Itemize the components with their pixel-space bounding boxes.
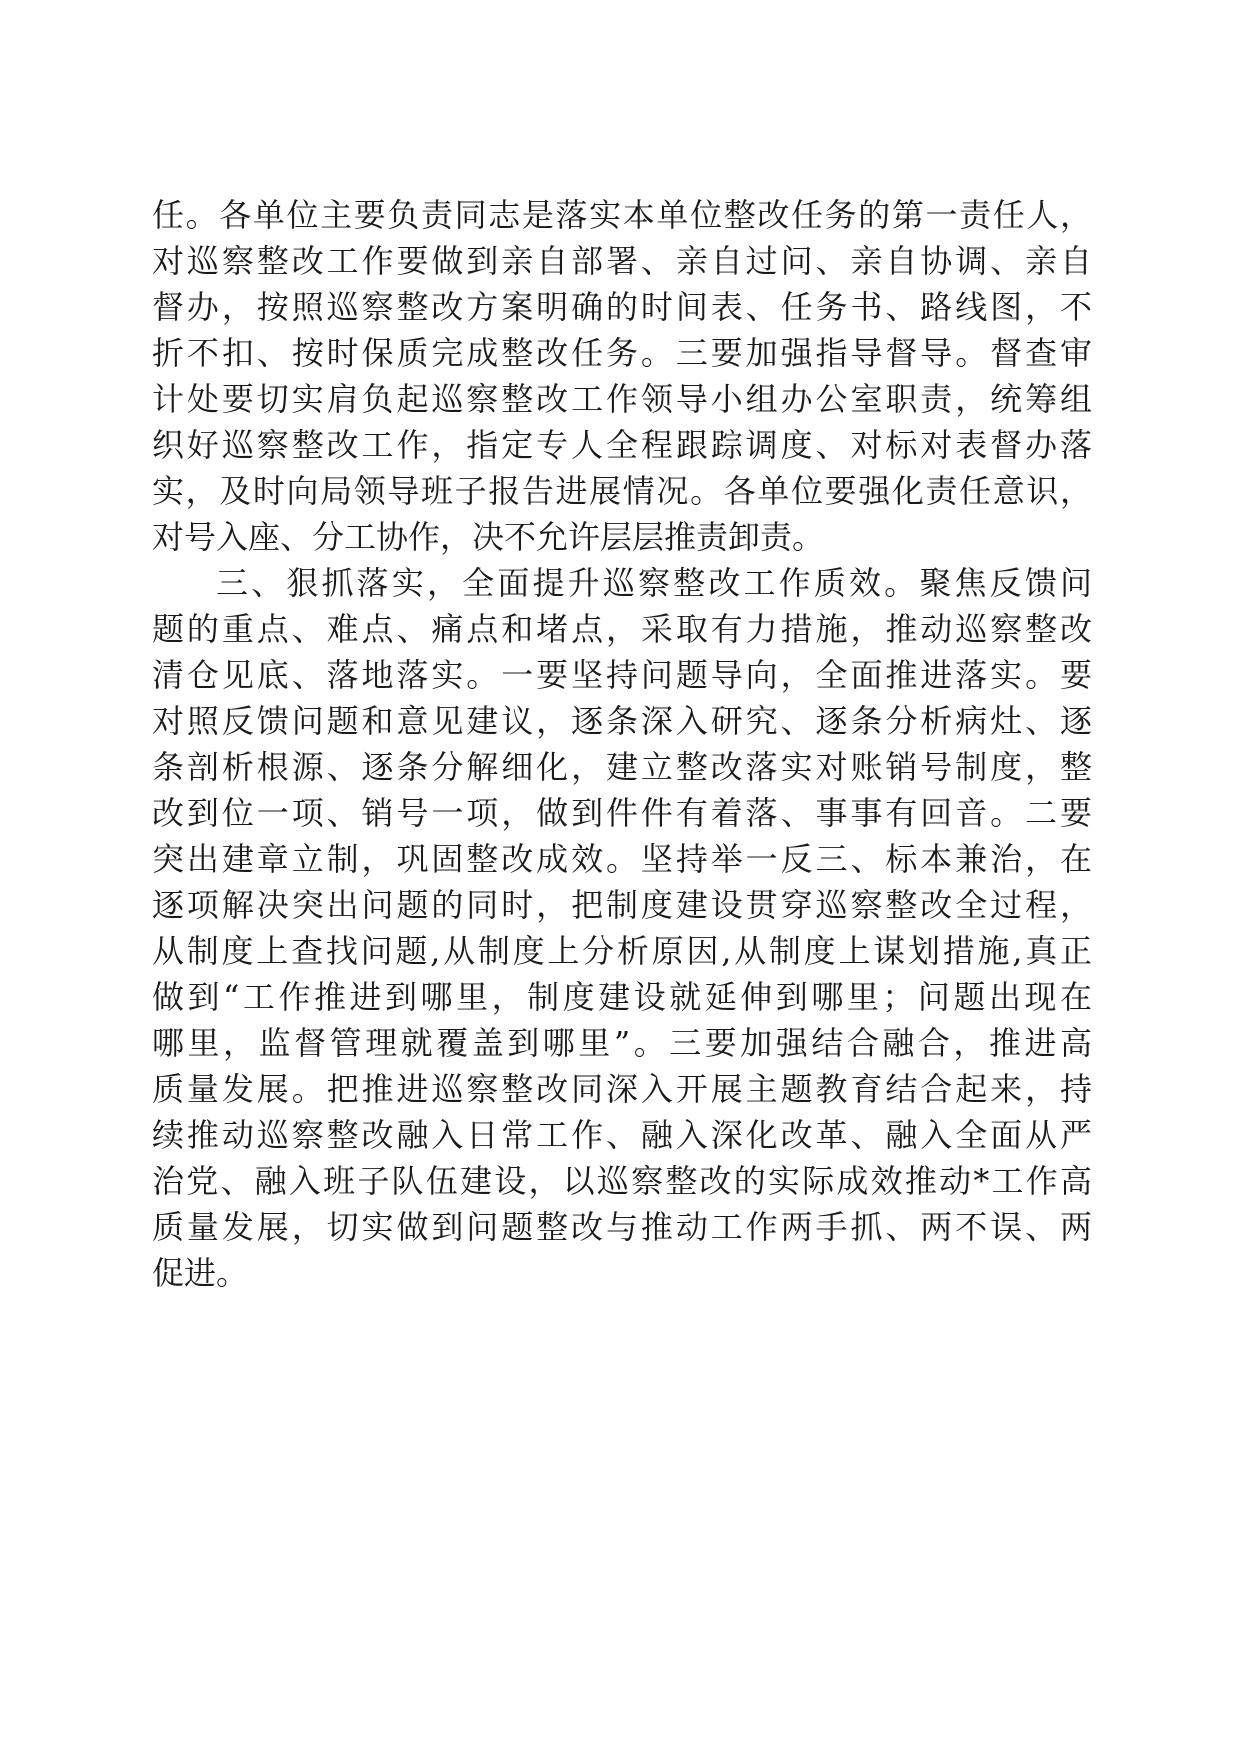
text-line: 条剖析根源、逐条分解细化，建立整改落实对账销号制度，整 [152, 748, 1092, 786]
text-line: 续推动巡察整改融入日常工作、融入深化改革、融入全面从严 [152, 1116, 1092, 1154]
text-line: 治党、融入班子队伍建设，以巡察整改的实际成效推动*工作高 [152, 1162, 1092, 1200]
text-line: 对照反馈问题和意见建议，逐条深入研究、逐条分析病灶、逐 [152, 702, 1092, 740]
text-line: 质量发展。把推进巡察整改同深入开展主题教育结合起来，持 [152, 1070, 1092, 1108]
text-line: 任。各单位主要负责同志是落实本单位整改任务的第一责任人， [152, 196, 1092, 234]
text-line: 计处要切实肩负起巡察整改工作领导小组办公室职责，统筹组 [152, 380, 1092, 418]
text-line: 哪里，监督管理就覆盖到哪里”。三要加强结合融合，推进高 [152, 1024, 1092, 1062]
text-line: 对号入座、分工协作，决不允许层层推责卸责。 [152, 518, 825, 556]
text-line: 逐项解决突出问题的同时，把制度建设贯穿巡察整改全过程， [152, 886, 1092, 924]
text-line: 改到位一项、销号一项，做到件件有着落、事事有回音。二要 [152, 794, 1092, 832]
text-line: 做到“工作推进到哪里，制度建设就延伸到哪里；问题出现在 [152, 978, 1092, 1016]
document-body [152, 192, 1092, 1296]
text-line: 促进。 [152, 1254, 249, 1292]
text-line: 突出建章立制，巩固整改成效。坚持举一反三、标本兼治，在 [152, 840, 1092, 878]
text-line: 实，及时向局领导班子报告进展情况。各单位要强化责任意识， [152, 472, 1092, 510]
text-line: 清仓见底、落地落实。一要坚持问题导向，全面推进落实。要 [152, 656, 1092, 694]
section-heading-line: 三、狠抓落实，全面提升巡察整改工作质效。聚焦反馈问 [216, 564, 1092, 602]
text-line: 督办，按照巡察整改方案明确的时间表、任务书、路线图，不 [152, 288, 1092, 326]
text-line: 对巡察整改工作要做到亲自部署、亲自过问、亲自协调、亲自 [152, 242, 1092, 280]
text-line: 从制度上查找问题,从制度上分析原因,从制度上谋划措施,真正 [152, 932, 1092, 970]
text-line: 质量发展，切实做到问题整改与推动工作两手抓、两不误、两 [152, 1208, 1092, 1246]
text-line: 题的重点、难点、痛点和堵点，采取有力措施，推动巡察整改 [152, 610, 1092, 648]
text-line: 折不扣、按时保质完成整改任务。三要加强指导督导。督查审 [152, 334, 1092, 372]
text-line: 织好巡察整改工作，指定专人全程跟踪调度、对标对表督办落 [152, 426, 1092, 464]
